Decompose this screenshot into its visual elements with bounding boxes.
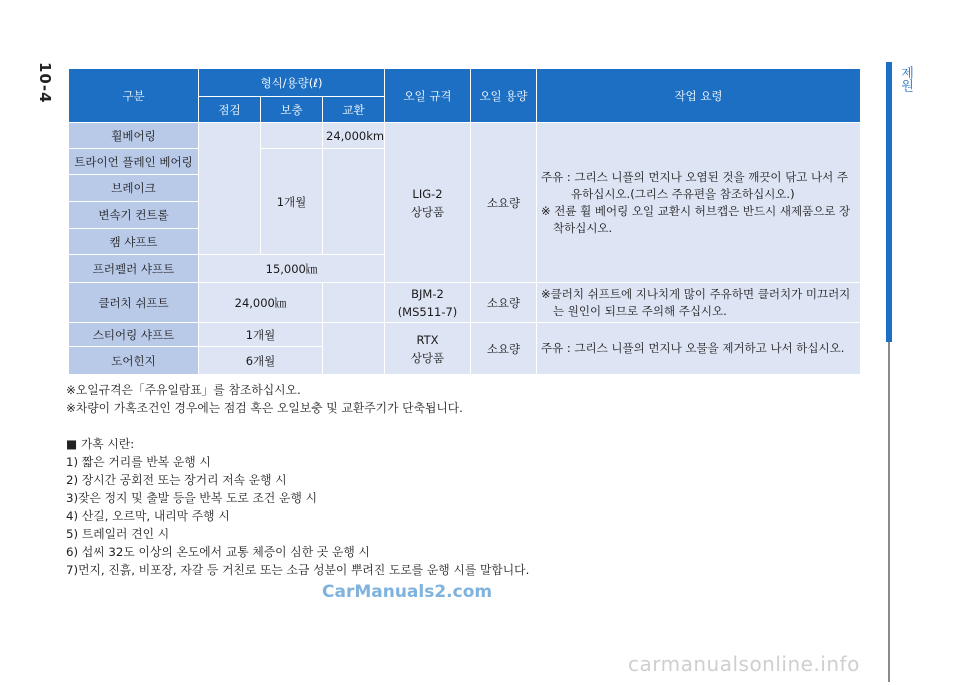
section-label: 제원	[898, 66, 913, 92]
cell-door-hinge-inspect: 6개월	[199, 347, 323, 375]
notes-section	[66, 381, 529, 579]
severe-item: 3)잦은 정지 및 출발 등을 반복 도로 조건 운행 시	[66, 491, 317, 505]
note-line: ※오일규격은「주유일람표」를 참조하십시오.	[66, 383, 301, 397]
header-oil-spec: 오일 규격	[385, 69, 471, 123]
header-oil-amount: 오일 용량	[471, 69, 537, 123]
row-label-transmission-control: 변속기 컨트롤	[69, 202, 199, 229]
spec-line: RTX	[416, 332, 439, 347]
severe-item: 1) 짧은 거리를 반복 운행 시	[66, 455, 211, 469]
row-label-brake: 브레이크	[69, 175, 199, 202]
header-replenish: 보충	[261, 97, 323, 123]
cell-empty	[323, 149, 385, 255]
severe-item: 2) 장시간 공회전 또는 장거리 저속 운행 시	[66, 473, 287, 487]
cell-empty	[323, 323, 385, 375]
cell-group-b-spec	[385, 323, 471, 375]
spacer	[66, 417, 529, 435]
cell-clutch-shaft-inspect: 24,000㎞	[199, 283, 323, 323]
severe-item: 6) 섭씨 32도 이상의 온도에서 교통 체증이 심한 곳 운행 시	[66, 545, 370, 559]
header-type-amount: 형식/용량(ℓ)	[199, 69, 385, 97]
cell-wheel-bearing-replace: 24,000km	[323, 123, 385, 149]
work-note: ※ 전륜 휠 베어링 오일 교환시 허브캡은 반드시 새제품으로 장착하십시오.	[541, 203, 851, 235]
cell-empty	[261, 123, 323, 149]
row-label-propeller-shaft: 프러펠러 샤프트	[69, 255, 199, 283]
row-label-wheel-bearing: 휠베어링	[69, 123, 199, 149]
header-category: 구분	[69, 69, 199, 123]
row-label-cam-shaft: 캠 샤프트	[69, 229, 199, 255]
cell-clutch-shaft-spec	[385, 283, 471, 323]
page-number: 10-4	[36, 62, 54, 104]
header-inspect: 점검	[199, 97, 261, 123]
row-label-door-hinge: 도어힌지	[69, 347, 199, 375]
cell-group-b-amount: 소요량	[471, 323, 537, 375]
watermark-carmanuals2: CarManuals2.com	[322, 582, 493, 602]
work-note: 주유 : 그리스 니플의 먼지나 오염된 것을 깨끗이 닦고 나서 주유하십시오.(그리스 주유편을 참조하십시오.)	[541, 169, 849, 201]
spec-line: (MS511-7)	[397, 304, 458, 319]
severe-item: 5) 트레일러 견인 시	[66, 527, 170, 541]
watermark-carmanualsonline: carmanualsonline.info	[628, 652, 860, 676]
severe-title: ■ 가혹 시란:	[66, 437, 135, 451]
cell-clutch-shaft-amount: 소요량	[471, 283, 537, 323]
side-section-indicator	[886, 62, 892, 342]
cell-group-b-work: 주유 : 그리스 니플의 먼지나 오물을 제거하고 나서 하십시오.	[537, 323, 861, 375]
note-line: ※차량이 가혹조건인 경우에는 점검 혹은 오일보충 및 교환주기가 단축됩니다.	[66, 401, 463, 415]
cell-clutch-shaft-work	[537, 283, 861, 323]
cell-group-a-spec	[385, 123, 471, 283]
spec-line: LIG-2	[412, 186, 443, 201]
work-note: ※클러치 쉬프트에 지나치게 많이 주유하면 클러치가 미끄러지는 원인이 되므로 주의해 주십시오.	[541, 286, 851, 318]
cell-steering-shaft-inspect: 1개월	[199, 323, 323, 347]
cell-group-a-amount: 소요량	[471, 123, 537, 283]
cell-group-a-work	[537, 123, 861, 283]
row-label-steering-shaft: 스티어링 샤프트	[69, 323, 199, 347]
spec-line: 상당품	[410, 350, 445, 365]
header-work: 작업 요령	[537, 69, 861, 123]
cell-empty	[199, 123, 261, 255]
header-replace: 교환	[323, 97, 385, 123]
row-label-clutch-shaft: 클러치 쉬프트	[69, 283, 199, 323]
spec-line: BJM-2	[411, 286, 444, 301]
row-label-trolling-bearing: 트라이언 플레인 베어링	[69, 149, 199, 175]
cell-propeller-shaft-value: 15,000㎞	[199, 255, 385, 283]
spec-line: 상당품	[410, 204, 445, 219]
severe-item: 4) 산길, 오르막, 내리막 주행 시	[66, 509, 230, 523]
lubrication-spec-table	[68, 68, 861, 375]
severe-item: 7)먼지, 진흙, 비포장, 자갈 등 거친로 또는 소금 성분이 뿌려진 도로를 운행 시를 말합니다.	[66, 563, 530, 577]
cell-group-a-replenish: 1개월	[261, 149, 323, 255]
cell-empty	[323, 283, 385, 323]
